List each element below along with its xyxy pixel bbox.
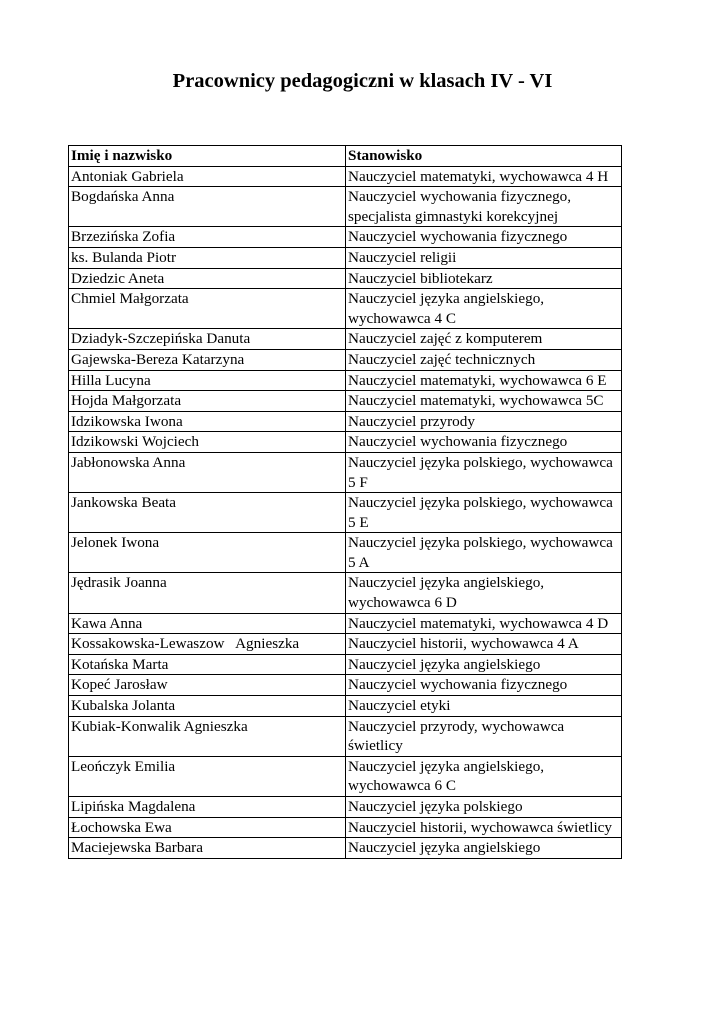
cell-position: Nauczyciel języka angielskiego bbox=[346, 654, 622, 675]
cell-position: Nauczyciel języka polskiego bbox=[346, 797, 622, 818]
table-row bbox=[69, 493, 622, 533]
table-row bbox=[69, 391, 622, 412]
cell-position: Nauczyciel zajęć z komputerem bbox=[346, 329, 622, 350]
cell-position: Nauczyciel matematyki, wychowawca 6 E bbox=[346, 370, 622, 391]
cell-name: Dziedzic Aneta bbox=[69, 268, 346, 289]
table-row bbox=[69, 411, 622, 432]
cell-position: Nauczyciel historii, wychowawca 4 A bbox=[346, 634, 622, 655]
cell-position: Nauczyciel języka polskiego, wychowawca 5 F bbox=[346, 452, 622, 492]
table-row bbox=[69, 452, 622, 492]
cell-name: Jankowska Beata bbox=[69, 493, 346, 533]
table-row bbox=[69, 797, 622, 818]
table-row bbox=[69, 613, 622, 634]
cell-position: Nauczyciel języka polskiego, wychowawca 5 E bbox=[346, 493, 622, 533]
cell-name: Brzezińska Zofia bbox=[69, 227, 346, 248]
cell-position: Nauczyciel historii, wychowawca świetlicy bbox=[346, 817, 622, 838]
cell-position: Nauczyciel języka angielskiego, wychowawca 4 C bbox=[346, 289, 622, 329]
table-row bbox=[69, 696, 622, 717]
cell-name: Kubalska Jolanta bbox=[69, 696, 346, 717]
table-row bbox=[69, 817, 622, 838]
cell-name: Idzikowski Wojciech bbox=[69, 432, 346, 453]
cell-name: Dziadyk-Szczepińska Danuta bbox=[69, 329, 346, 350]
table-row bbox=[69, 838, 622, 859]
cell-name: Maciejewska Barbara bbox=[69, 838, 346, 859]
table-row bbox=[69, 716, 622, 756]
header-position: Stanowisko bbox=[346, 146, 622, 167]
table-row bbox=[69, 756, 622, 796]
cell-name: Jędrasik Joanna bbox=[69, 573, 346, 613]
cell-name: Leończyk Emilia bbox=[69, 756, 346, 796]
header-name: Imię i nazwisko bbox=[69, 146, 346, 167]
page-title: Pracownicy pedagogiczni w klasach IV - VI bbox=[172, 70, 553, 92]
cell-position: Nauczyciel matematyki, wychowawca 5C bbox=[346, 391, 622, 412]
table-row bbox=[69, 573, 622, 613]
table-row bbox=[69, 349, 622, 370]
cell-position: Nauczyciel języka polskiego, wychowawca 5 A bbox=[346, 533, 622, 573]
cell-position: Nauczyciel wychowania fizycznego, specjalista gimnastyki korekcyjnej bbox=[346, 187, 622, 227]
table-row bbox=[69, 654, 622, 675]
cell-position: Nauczyciel przyrody bbox=[346, 411, 622, 432]
cell-name: Chmiel Małgorzata bbox=[69, 289, 346, 329]
cell-position: Nauczyciel religii bbox=[346, 247, 622, 268]
cell-position: Nauczyciel zajęć technicznych bbox=[346, 349, 622, 370]
table-row bbox=[69, 227, 622, 248]
table-row bbox=[69, 634, 622, 655]
cell-name: Antoniak Gabriela bbox=[69, 166, 346, 187]
table-row bbox=[69, 370, 622, 391]
cell-name: Kopeć Jarosław bbox=[69, 675, 346, 696]
cell-position: Nauczyciel języka angielskiego bbox=[346, 838, 622, 859]
cell-name: ks. Bulanda Piotr bbox=[69, 247, 346, 268]
cell-position: Nauczyciel bibliotekarz bbox=[346, 268, 622, 289]
cell-name: Bogdańska Anna bbox=[69, 187, 346, 227]
table-row bbox=[69, 247, 622, 268]
table-row bbox=[69, 432, 622, 453]
table-row bbox=[69, 187, 622, 227]
cell-position: Nauczyciel języka angielskiego, wychowawca 6 C bbox=[346, 756, 622, 796]
cell-position: Nauczyciel języka angielskiego, wychowawca 6 D bbox=[346, 573, 622, 613]
cell-position: Nauczyciel wychowania fizycznego bbox=[346, 227, 622, 248]
table-row bbox=[69, 329, 622, 350]
cell-position: Nauczyciel etyki bbox=[346, 696, 622, 717]
cell-position: Nauczyciel przyrody, wychowawca świetlicy bbox=[346, 716, 622, 756]
cell-name: Kossakowska-Lewaszow Agnieszka bbox=[69, 634, 346, 655]
cell-name: Hojda Małgorzata bbox=[69, 391, 346, 412]
cell-name: Jabłonowska Anna bbox=[69, 452, 346, 492]
table-header-row bbox=[69, 146, 622, 167]
table-row bbox=[69, 268, 622, 289]
staff-table bbox=[68, 145, 622, 859]
table-row bbox=[69, 533, 622, 573]
cell-name: Hilla Lucyna bbox=[69, 370, 346, 391]
cell-name: Kubiak-Konwalik Agnieszka bbox=[69, 716, 346, 756]
cell-name: Idzikowska Iwona bbox=[69, 411, 346, 432]
table-body bbox=[69, 166, 622, 858]
cell-name: Lipińska Magdalena bbox=[69, 797, 346, 818]
cell-name: Kawa Anna bbox=[69, 613, 346, 634]
table-row bbox=[69, 675, 622, 696]
table-row bbox=[69, 166, 622, 187]
cell-name: Gajewska-Bereza Katarzyna bbox=[69, 349, 346, 370]
cell-position: Nauczyciel matematyki, wychowawca 4 D bbox=[346, 613, 622, 634]
cell-position: Nauczyciel matematyki, wychowawca 4 H bbox=[346, 166, 622, 187]
cell-name: Kotańska Marta bbox=[69, 654, 346, 675]
table-row bbox=[69, 289, 622, 329]
cell-position: Nauczyciel wychowania fizycznego bbox=[346, 432, 622, 453]
cell-name: Łochowska Ewa bbox=[69, 817, 346, 838]
cell-name: Jelonek Iwona bbox=[69, 533, 346, 573]
cell-position: Nauczyciel wychowania fizycznego bbox=[346, 675, 622, 696]
